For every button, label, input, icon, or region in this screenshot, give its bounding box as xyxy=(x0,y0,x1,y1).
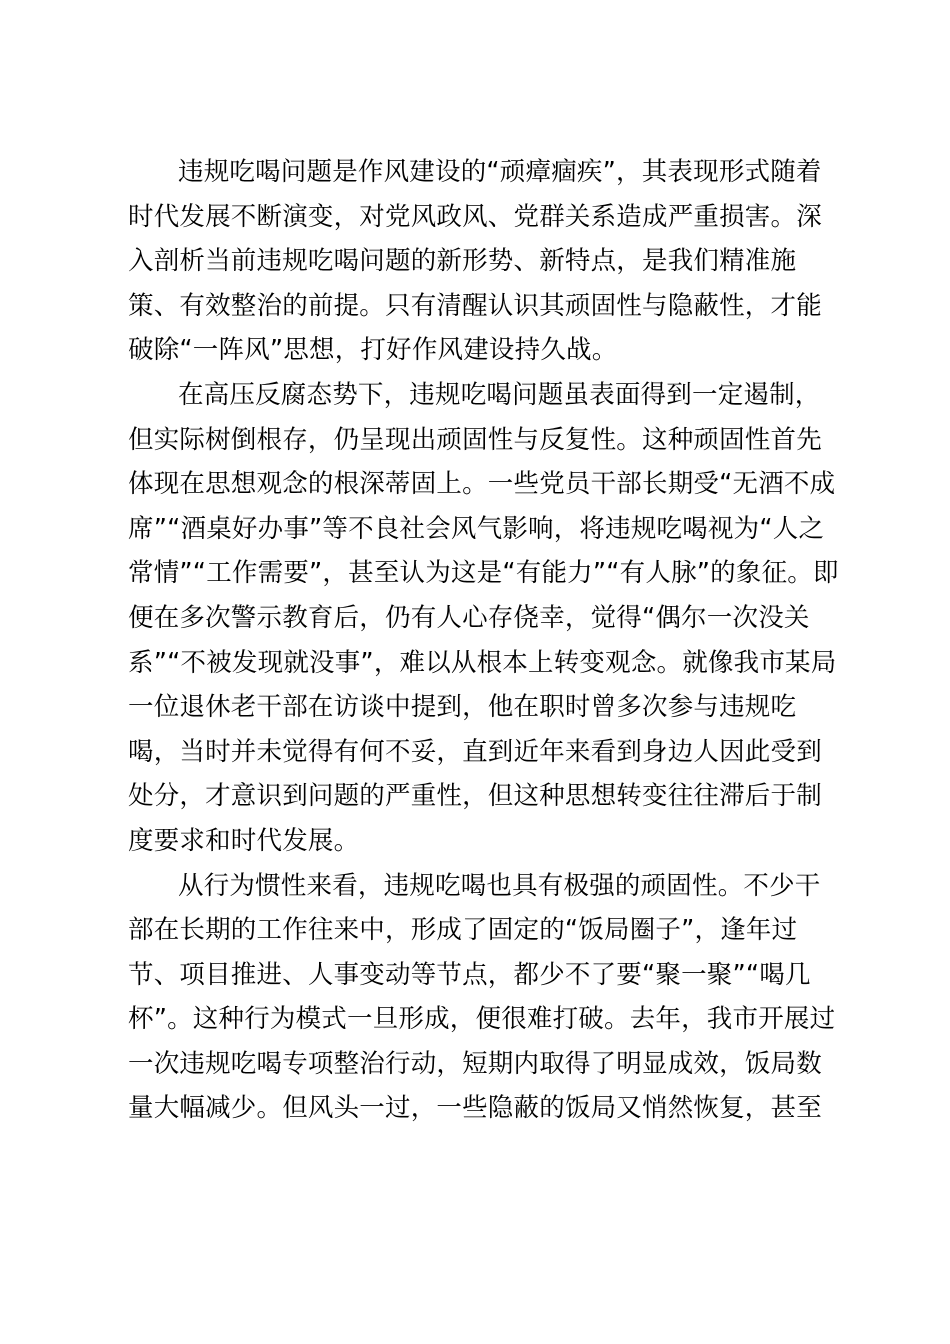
text-line: 入剖析当前违规吃喝问题的新形势、新特点，是我们精准施 xyxy=(128,246,797,277)
text-line: 量大幅减少。但风头一过，一些隐蔽的饭局又悄然恢复，甚至 xyxy=(128,1093,822,1124)
text-line: 从行为惯性来看，违规吃喝也具有极强的顽固性。不少干 xyxy=(178,870,821,901)
text-line: 度要求和时代发展。 xyxy=(128,825,360,856)
text-line: 体现在思想观念的根深蒂固上。一些党员干部长期受“无酒不成 xyxy=(128,469,836,500)
text-line: 常情”“工作需要”，甚至认为这是“有能力”“有人脉”的象征。即 xyxy=(128,558,839,589)
text-line: 策、有效整治的前提。只有清醒认识其顽固性与隐蔽性，才能 xyxy=(128,290,822,321)
text-line: 违规吃喝问题是作风建设的“顽瘴痼疾”，其表现形式随着 xyxy=(178,157,822,187)
text-line: 系”“不被发现就没事”，难以从根本上转变观念。就像我市某局 xyxy=(128,647,837,678)
text-line: 杯”。这种行为模式一旦形成，便很难打破。去年，我市开展过 xyxy=(128,1004,836,1035)
text-line: 一位退休老干部在访谈中提到，他在职时曾多次参与违规吃 xyxy=(128,692,797,723)
text-line: 一次违规吃喝专项整治行动，短期内取得了明显成效，饭局数 xyxy=(128,1048,822,1079)
text-line: 时代发展不断演变，对党风政风、党群关系造成严重损害。深 xyxy=(128,201,822,232)
text-line: 部在长期的工作往来中，形成了固定的“饭局圈子”，逢年过 xyxy=(128,915,798,946)
text-line: 破除“一阵风”思想，打好作风建设持久战。 xyxy=(128,335,618,366)
text-line: 处分，才意识到问题的严重性，但这种思想转变往往滞后于制 xyxy=(128,781,822,812)
document-body xyxy=(128,150,838,1131)
text-line: 便在多次警示教育后，仍有人心存侥幸，觉得“偶尔一次没关 xyxy=(128,602,810,633)
text-line: 但实际树倒根存，仍呈现出顽固性与反复性。这种顽固性首先 xyxy=(128,424,822,455)
text-line: 在高压反腐态势下，违规吃喝问题虽表面得到一定遏制， xyxy=(178,379,821,410)
text-line: 喝，当时并未觉得有何不妥，直到近年来看到身边人因此受到 xyxy=(128,736,822,767)
text-line: 节、项目推进、人事变动等节点，都少不了要“聚一聚”“喝几 xyxy=(128,959,811,990)
text-line: 席”“酒桌好办事”等不良社会风气影响，将违规吃喝视为“人之 xyxy=(128,513,825,544)
